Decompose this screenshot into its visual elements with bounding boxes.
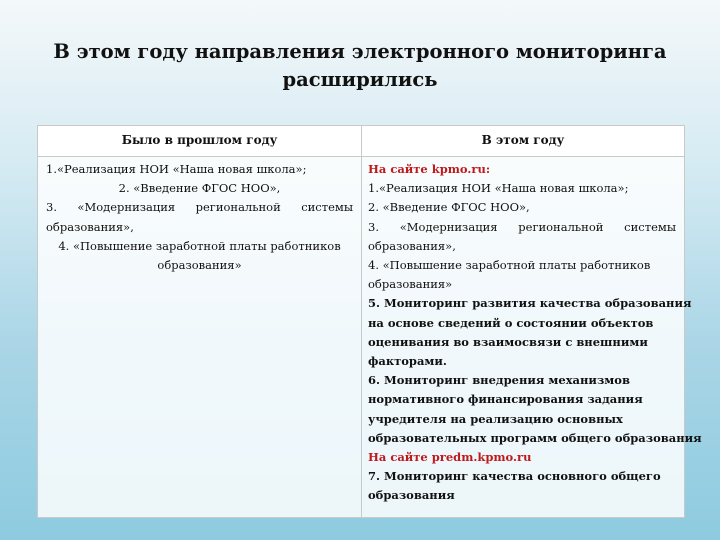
column-header-current: В этом году <box>362 126 685 157</box>
current-item-7-line-2: образования <box>368 488 455 503</box>
table-body-row <box>38 157 685 518</box>
current-item-3-number: 3. <box>368 219 379 234</box>
current-item-5-line-1: 5. Мониторинг развития качества образования <box>368 296 692 311</box>
past-item-1: 1.«Реализация НОИ «Наша новая школа»; <box>46 162 307 176</box>
current-item-1: 1.«Реализация НОИ «Наша новая школа»; <box>368 181 629 196</box>
past-item-3-number: 3. <box>46 200 57 215</box>
current-item-5-line-4: факторами. <box>368 354 447 369</box>
column-header-past: Было в прошлом году <box>38 126 362 157</box>
past-item-3-word-2: региональной <box>195 200 281 215</box>
past-item-3-word-1: «Модернизация <box>77 200 176 215</box>
current-item-6-line-2: нормативного финансирования задания <box>368 392 643 407</box>
current-item-3-word-3: системы <box>624 219 676 234</box>
current-item-5-line-2: на основе сведений о состоянии объектов <box>368 315 654 330</box>
site-link-predm: На сайте predm.kpmo.ru <box>368 450 532 465</box>
slide-title-line-1: В этом году направления электронного мониторинга <box>53 40 667 63</box>
current-item-6-line-4: образовательных программ общего образования <box>368 430 702 445</box>
comparison-table <box>37 125 702 518</box>
past-item-4-continued: образования» <box>157 258 242 273</box>
site-link-kpmo: На сайте kpmo.ru: <box>368 162 491 176</box>
current-item-6-line-3: учредителя на реализацию основных <box>368 411 623 426</box>
past-item-3 <box>46 198 353 217</box>
current-item-4: 4. «Повышение заработной платы работников <box>368 258 651 273</box>
past-item-2: 2. «Введение ФГОС НОО», <box>118 181 281 196</box>
slide-title <box>40 38 680 94</box>
current-item-2: 2. «Введение ФГОС НОО», <box>368 200 530 215</box>
current-item-5-line-3: оценивания во взаимосвязи с внешними <box>368 334 648 349</box>
past-item-3-word-3: системы <box>301 200 353 215</box>
slide-title-line-2: расширились <box>282 68 438 91</box>
current-item-7-line-1: 7. Мониторинг качества основного общего <box>368 469 661 484</box>
current-item-6-line-1: 6. Мониторинг внедрения механизмов <box>368 373 630 388</box>
past-item-3-continued: образования», <box>46 219 134 234</box>
current-item-3 <box>368 218 676 237</box>
current-year-cell <box>362 157 702 518</box>
current-item-4-continued: образования» <box>368 277 453 292</box>
past-year-cell <box>38 157 362 518</box>
current-item-3-word-1: «Модернизация <box>399 219 498 234</box>
current-item-3-word-2: региональной <box>518 219 604 234</box>
current-item-3-continued: образования», <box>368 238 456 253</box>
table-header-row <box>38 126 685 157</box>
past-item-4: 4. «Повышение заработной платы работников <box>58 238 341 253</box>
